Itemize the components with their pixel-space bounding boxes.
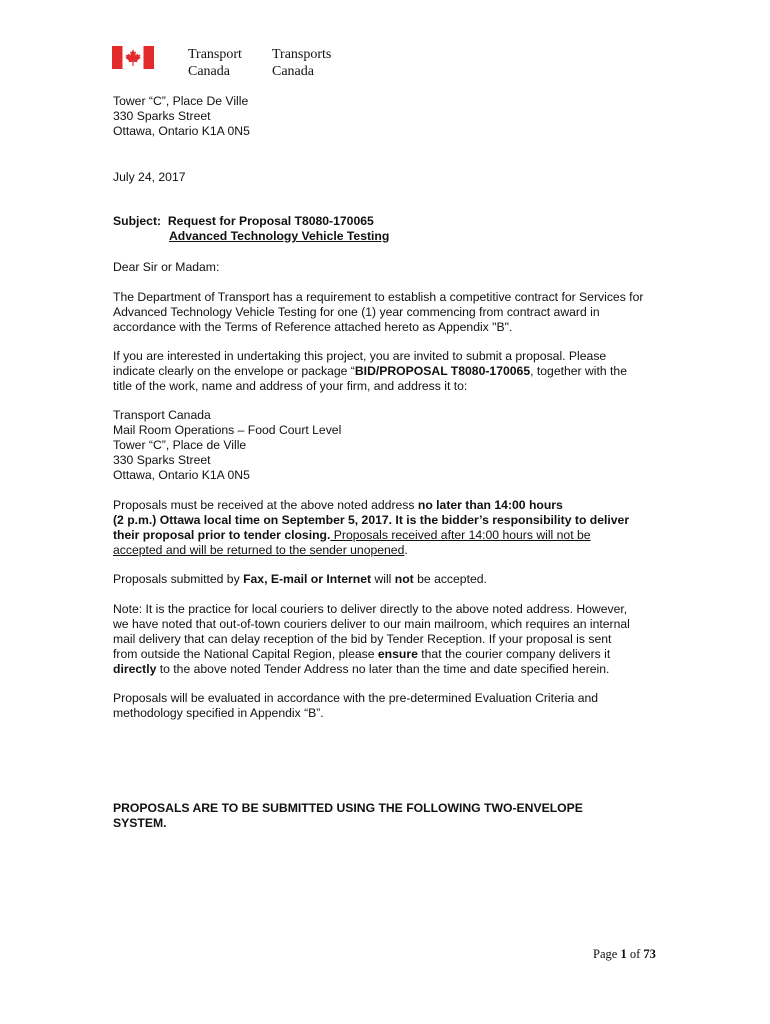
agency-name-french: Transports Canada (272, 47, 332, 79)
subject-label: Subject: (113, 214, 162, 228)
envelope-system-notice: PROPOSALS ARE TO BE SUBMITTED USING THE FOLLOWING TWO-ENVELOPE SYSTEM. (113, 801, 583, 830)
agency-name-english: Transport Canada (188, 47, 242, 79)
page-number: Page 1 of 73 (593, 947, 656, 961)
paragraph-evaluation: Proposals will be evaluated in accordance with the pre-determined Evaluation Criteria and methodology specified in Appendix “B”. (113, 691, 599, 720)
mailing-address: Transport Canada Mail Room Operations – Food Court Level Tower “C”, Place de Ville 330 Sparks Street Ottawa, Ontario K1A 0N5 (113, 408, 342, 482)
subject-line-2: Advanced Technology Vehicle Testing (169, 229, 390, 243)
salutation: Dear Sir or Madam: (113, 260, 220, 274)
letter-date: July 24, 2017 (113, 170, 186, 184)
paragraph-courier-note: Note: It is the practice for local couriers to deliver directly to the above noted address. However, we have noted that out-of-town couriers deliver to our main mailroom, which requires an internal mail delivery that can delay reception of the bid by Tender Reception. If your proposal is sent from outside the National Capital Region, please ensure that the courier company delivers it directly to the above noted Tender Address no later than the time and date specified herein. (113, 602, 630, 676)
sender-address: Tower “C”, Place De Ville 330 Sparks Street Ottawa, Ontario K1A 0N5 (113, 94, 250, 138)
bid-reference: BID/PROPOSAL T8080-170065 (354, 364, 531, 378)
canada-flag-icon (112, 46, 154, 69)
paragraph-invitation: If you are interested in undertaking this project, you are invited to submit a proposal. Please indicate clearly on the envelope or package “BID/PROPOSAL T8080-170065, together with the title of the work, name and address of your firm, and address it to: (113, 349, 627, 393)
paragraph-requirement: The Department of Transport has a requirement to establish a competitive contract for Services for Advanced Technology Vehicle Testing for one (1) year commencing from contract award in accordance with the Terms of Reference attached hereto as Appendix "B". (113, 290, 644, 334)
subject-block (113, 214, 658, 244)
subject-line-1: Request for Proposal T8080-170065 (167, 214, 374, 228)
paragraph-deadline: Proposals must be received at the above noted address no later than 14:00 hours (2 p.m.) Ottawa local time on September 5, 2017. It is the bidder’s responsibility to deliver their proposal prior to tender closing. Proposals received after 14:00 hours will not be accepted and will be returned to the sender unopened. (113, 498, 630, 557)
paragraph-submission-methods: Proposals submitted by Fax, E-mail or Internet will not be accepted. (113, 572, 487, 586)
